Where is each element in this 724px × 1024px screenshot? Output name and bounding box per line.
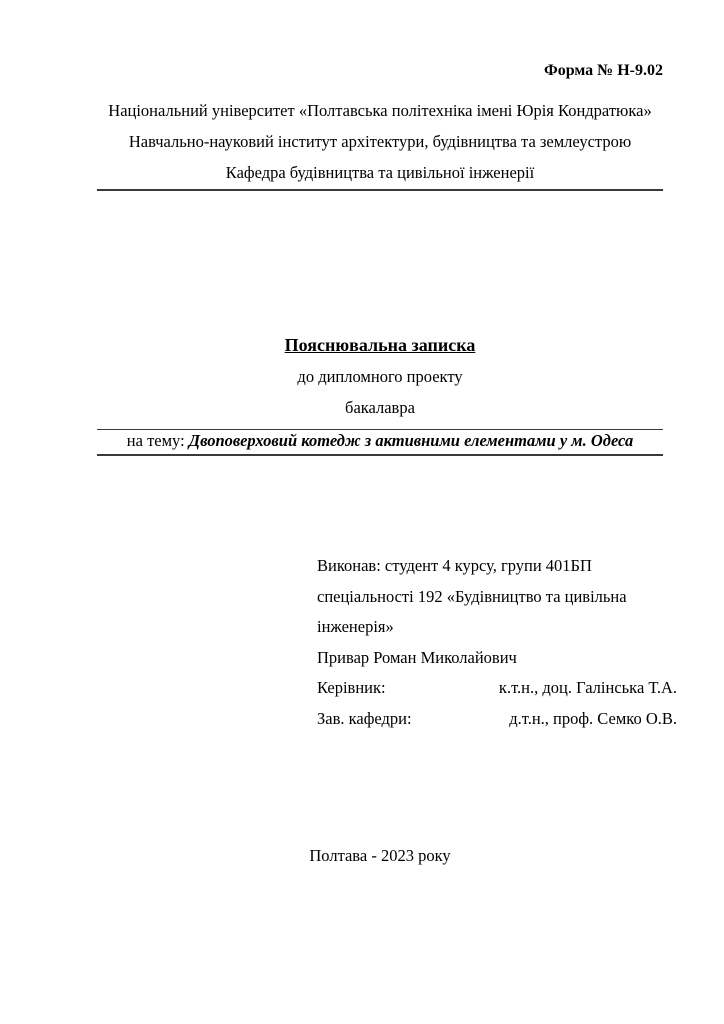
topic-label: на тему: — [126, 431, 189, 450]
document-title: Пояснювальна записка — [284, 335, 476, 355]
document-subtitle-project: до дипломного проекту — [297, 367, 463, 386]
title-block — [97, 330, 663, 423]
header-block — [97, 95, 663, 188]
department-head-label: Зав. кафедри: — [317, 708, 412, 728]
department-name: Кафедра будівництва та цивільної інженерії — [225, 163, 535, 182]
header-divider — [97, 189, 663, 191]
author-line-speciality-cont: інженерія» — [317, 617, 394, 636]
university-name: Національний університет «Полтавська політехніка імені Юрія Кондратюка» — [108, 101, 652, 120]
author-line-speciality: спеціальності 192 «Будівництво та цивільна — [317, 586, 627, 606]
topic-text: Двоповерховий котедж з активними елементами у м. Одеса — [188, 431, 634, 450]
institute-name: Навчально-науковий інститут архітектури, будівництва та землеустрою — [128, 132, 632, 151]
topic-divider-bottom — [97, 454, 663, 456]
department-head-value: д.т.н., проф. Семко О.В. — [509, 708, 677, 728]
supervisor-row — [317, 673, 677, 704]
document-subtitle-degree: бакалавра — [345, 398, 415, 417]
form-number-label: Форма № Н-9.02 — [543, 62, 663, 79]
department-head-row — [317, 704, 677, 735]
author-block — [317, 551, 677, 734]
topic-divider-top — [97, 429, 663, 430]
topic-line — [97, 431, 663, 451]
author-line-name: Привар Роман Миколайович — [317, 647, 517, 667]
supervisor-value: к.т.н., доц. Галінська Т.А. — [498, 678, 677, 697]
footer-city-year: Полтава - 2023 року — [309, 846, 451, 865]
supervisor-label: Керівник: — [317, 678, 386, 697]
author-line-performer: Виконав: студент 4 курсу, групи 401БП — [317, 556, 592, 575]
